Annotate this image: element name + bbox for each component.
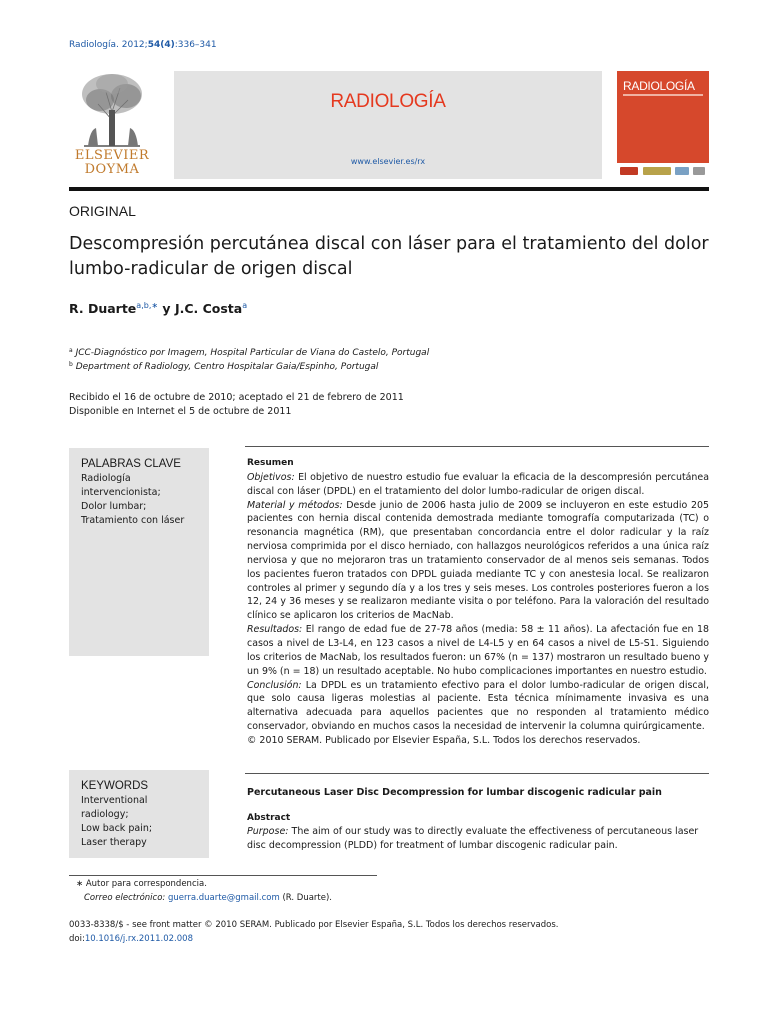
elsevier-doyma-logo xyxy=(64,70,160,180)
email-link[interactable]: guerra.duarte@gmail.com xyxy=(167,893,280,903)
keyword-item: Interventional xyxy=(81,795,148,806)
keyword-item: Dolor lumbar; xyxy=(81,501,147,512)
issn-line: 0033-8338/$ - see front matter © 2010 SERAM. Publicado por Elsevier España, S.L. Todos los derechos reservados. xyxy=(69,920,559,930)
abstract-text: La DPDL es un tratamiento efectivo para el dolor lumbo-radicular de origen discal, que solo causa ligeras molestias al paciente. Esta técnica mínimamente invasiva es una alternativa adecuada para aquellos pacientes que no responden al tratamiento médico conservador, obviando en muchos casos la necesidad de intervenir la columna quirúrgicamente. xyxy=(247,679,709,733)
abstract-rule xyxy=(245,773,709,774)
abstract-rule xyxy=(245,446,709,447)
doi-line xyxy=(69,934,193,944)
author-conjunction: y xyxy=(158,301,175,316)
journal-banner xyxy=(174,71,602,179)
abstract-copyright: © 2010 SERAM. Publicado por Elsevier España, S.L. Todos los derechos reservados. xyxy=(247,734,641,746)
journal-citation[interactable] xyxy=(69,40,217,50)
keyword-item: Low back pain; xyxy=(81,823,153,834)
abstract-conclusion xyxy=(247,679,709,734)
abstract-methods xyxy=(247,499,709,624)
article-title: Descompresión percutánea discal con láser para el tratamiento del dolor lumbo-radicular de origen discal xyxy=(69,234,709,279)
keyword-item: intervencionista; xyxy=(81,487,161,498)
journal-name: Radiología. 2012; xyxy=(69,40,148,50)
keywords-heading: PALABRAS CLAVE xyxy=(81,458,181,470)
email-suffix: (R. Duarte). xyxy=(279,893,332,903)
email-label: Correo electrónico: xyxy=(84,893,166,903)
header-rule xyxy=(69,187,709,191)
spanish-abstract xyxy=(247,457,709,748)
affiliation-b xyxy=(69,361,378,372)
abstract-label: Purpose: xyxy=(247,826,289,837)
correspondence-note xyxy=(76,879,207,889)
email-note xyxy=(84,893,332,903)
affiliation-text: Department of Radiology, Centro Hospitalar Gaia/Espinho, Portugal xyxy=(75,362,379,372)
doi-link[interactable]: 10.1016/j.rx.2011.02.008 xyxy=(84,934,193,944)
abstract-text: El rango de edad fue de 27-78 años (media: 58 ± 11 años). La afectación fue en 18 casos a nivel de L3-L4, en 123 casos a nivel de L4-L5 y en 64 casos a nivel de L5-S1. Siguiendo los criterios de MacNab, los resultados fueron: un 67% (n = 137) mostraron un resultado bueno y un 9% (n = 18) un resultado aceptable. No hubo complicaciones importantes en nuestro estudio. xyxy=(247,624,709,677)
cover-subtitle-bar xyxy=(623,94,703,96)
cover-title: RADIOLOGÍA xyxy=(623,79,695,93)
abstract-text: El objetivo de nuestro estudio fue evaluar la eficacia de la descompresión percutánea discal con láser (DPDL) en el tratamiento del dolor lumbo-radicular de origen discal. xyxy=(247,471,709,497)
keywords-heading: KEYWORDS xyxy=(81,780,149,792)
abstract-label: Material y métodos: xyxy=(247,499,343,511)
abstract-heading: Resumen xyxy=(247,458,294,468)
sponsor-logo-icon xyxy=(620,167,638,175)
banner-url-link[interactable]: www.elsevier.es/rx xyxy=(350,157,426,166)
sponsor-logo-icon xyxy=(693,167,705,175)
tree-logo-icon xyxy=(76,70,148,148)
received-accepted-dates: Recibido el 16 de octubre de 2010; aceptado el 21 de febrero de 2011 xyxy=(69,392,404,403)
keywords-spanish-box xyxy=(69,448,209,656)
affiliation-text: JCC-Diagnóstico por Imagem, Hospital Particular de Viana do Castelo, Portugal xyxy=(75,348,430,358)
journal-cover-thumbnail xyxy=(617,71,709,179)
abstract-label: Resultados: xyxy=(247,624,303,636)
abstract-label: Objetivos: xyxy=(247,471,295,483)
footnote-rule xyxy=(69,875,377,876)
sponsor-logo-icon xyxy=(675,167,689,175)
abstract-results xyxy=(247,623,709,678)
doi-label: doi: xyxy=(69,934,85,944)
keyword-item: Tratamiento con láser xyxy=(81,515,185,526)
logo-text-elsevier: ELSEVIER xyxy=(74,148,150,163)
abstract-heading: Abstract xyxy=(247,813,291,823)
keyword-item: Radiología xyxy=(81,473,131,484)
author-affiliation-link[interactable]: a,b,∗ xyxy=(136,301,159,310)
cover-sponsor-strip xyxy=(617,163,709,179)
abstract-text: Desde junio de 2006 hasta julio de 2009 se incluyeron en este estudio 205 pacientes con hernia discal contenida demostrada mediante tomografía computarizada (TC) o resonancia magnética (RM), que presentaban concordancia entre el dolor radicular y la raíz nerviosa comprimida por el disco herniado, con hallazgos neurológicos referidos a una única raíz nerviosa y que no mejoraron tras un tratamiento conservador de al menos seis semanas. Todos los pacientes fueron tratados con DPDL guiada mediante TC y con anestesia local. Se realizaron controles al primer y segundo día y a los tres y seis meses. Los controles posteriores fueron a los 12, 24 y 36 meses y se realizaron mediante visita o por teléfono. Para la valoración del resultado clínico se aplicaron los criterios de MacNab. xyxy=(247,499,709,622)
author-name: R. Duarte xyxy=(69,301,137,316)
sponsor-logo-icon xyxy=(643,167,671,175)
logo-text-doyma: DOYMA xyxy=(84,162,140,177)
english-title: Percutaneous Laser Disc Decompression for lumbar discogenic radicular pain xyxy=(247,787,662,798)
section-label: ORIGINAL xyxy=(69,203,136,219)
author-name: J.C. Costa xyxy=(174,301,243,316)
abstract-objectives xyxy=(247,471,709,499)
abstract-text: The aim of our study was to directly evaluate the effectiveness of percutaneous laser disc decompression (PLDD) for treatment of lumbar discogenic radicular pain. xyxy=(247,826,699,851)
keyword-item: radiology; xyxy=(81,809,129,820)
footnote-mark: ∗ xyxy=(76,879,84,889)
author-affiliation-link[interactable]: a xyxy=(242,301,248,310)
english-abstract xyxy=(247,811,709,853)
affiliation-mark: a xyxy=(69,347,73,354)
online-date: Disponible en Internet el 5 de octubre de 2011 xyxy=(69,406,292,417)
abstract-label: Conclusión: xyxy=(247,679,302,691)
correspondence-text: Autor para correspondencia. xyxy=(85,879,207,889)
keywords-english-box xyxy=(69,770,209,858)
affiliation-mark: b xyxy=(69,361,73,368)
journal-pages: :336–341 xyxy=(174,40,217,50)
banner-title: RADIOLOGÍA xyxy=(330,91,446,112)
affiliation-a xyxy=(69,347,429,358)
keyword-item: Laser therapy xyxy=(81,837,147,848)
author-list xyxy=(69,301,247,316)
journal-volume: 54(4) xyxy=(147,40,175,50)
